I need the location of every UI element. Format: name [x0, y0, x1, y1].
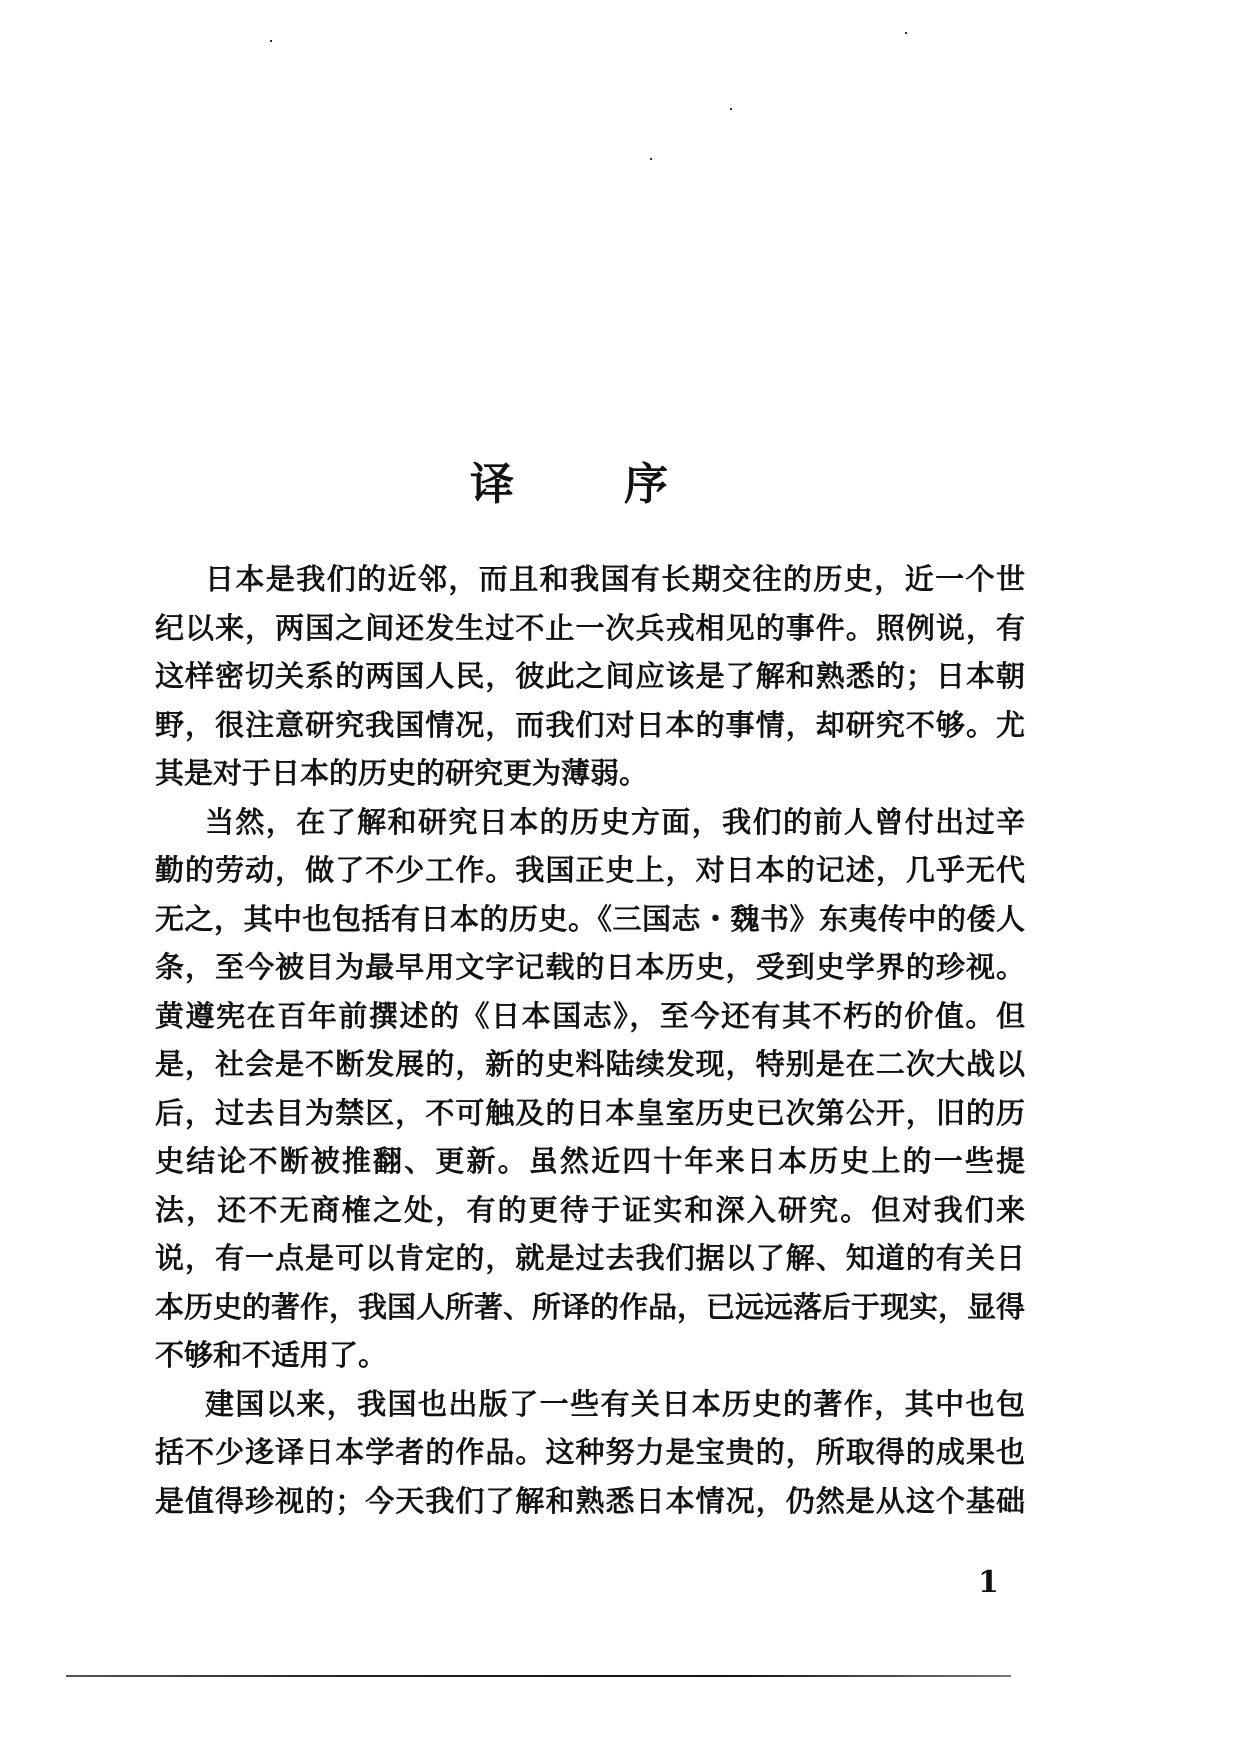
text-line: 本历史的著作，我国人所著、所译的作品，已远远落后于现实，显得 [155, 1289, 1026, 1324]
text-line: 野，很注意研究我国情况，而我们对日本的事情，却研究不够。尤 [155, 707, 1025, 742]
scan-speck [905, 32, 907, 34]
page-title: 译 序 [470, 459, 670, 510]
scan-speck [650, 158, 652, 160]
text-line: 黄遵宪在百年前撰述的《日本国志》，至今还有其不朽的价值。但 [155, 998, 1025, 1033]
text-line: 当然，在了解和研究日本的历史方面，我们的前人曾付出过辛 [205, 804, 1025, 839]
text-line: 勤的劳动，做了不少工作。我国正史上，对日本的记述，几乎无代 [155, 853, 1025, 887]
text-line: 无之，其中也包括有日本的历史。《三国志・魏书》东夷传中的倭人 [155, 901, 1025, 936]
text-line: 史结论不断被推翻、更新。虽然近四十年来日本历史上的一些提 [155, 1144, 1025, 1178]
page-number: 1 [978, 1565, 999, 1600]
text-line: 纪以来，两国之间还发生过不止一次兵戎相见的事件。照例说，有 [155, 610, 1025, 645]
paragraph-3 [155, 1380, 1025, 1526]
text-line: 是，社会是不断发展的，新的史料陆续发现，特别是在二次大战以 [155, 1047, 1025, 1081]
text-line: 这样密切关系的两国人民，彼此之间应该是了解和熟悉的；日本朝 [155, 659, 1025, 693]
text-line: 括不少迻译日本学者的作品。这种努力是宝贵的，所取得的成果也 [155, 1435, 1025, 1469]
text-line: 条，至今被目为最早用文字记载的日本历史，受到史学界的珍视。 [155, 950, 1025, 984]
scan-speck [270, 40, 272, 42]
paragraph-2 [155, 798, 1025, 1380]
text-line: 说，有一点是可以肯定的，就是过去我们据以了解、知道的有关日 [155, 1241, 1025, 1275]
text-line: 是值得珍视的；今天我们了解和熟悉日本情况，仍然是从这个基础 [155, 1483, 1025, 1518]
text-line: 建国以来，我国也出版了一些有关日本历史的著作，其中也包 [205, 1386, 1025, 1421]
text-line: 其是对于日本的历史的研究更为薄弱。 [155, 756, 649, 790]
scan-edge-line [66, 1675, 1011, 1677]
text-line: 法，还不无商榷之处，有的更待于证实和深入研究。但对我们来 [155, 1192, 1025, 1227]
paragraph-1 [155, 555, 1025, 798]
scan-speck [730, 108, 732, 110]
text-line: 后，过去目为禁区，不可触及的日本皇室历史已次第公开，旧的历 [155, 1095, 1025, 1130]
text-line: 不够和不适用了。 [155, 1338, 388, 1372]
document-body [155, 555, 1025, 1525]
text-line: 日本是我们的近邻，而且和我国有长期交往的历史，近一个世 [205, 562, 1025, 596]
